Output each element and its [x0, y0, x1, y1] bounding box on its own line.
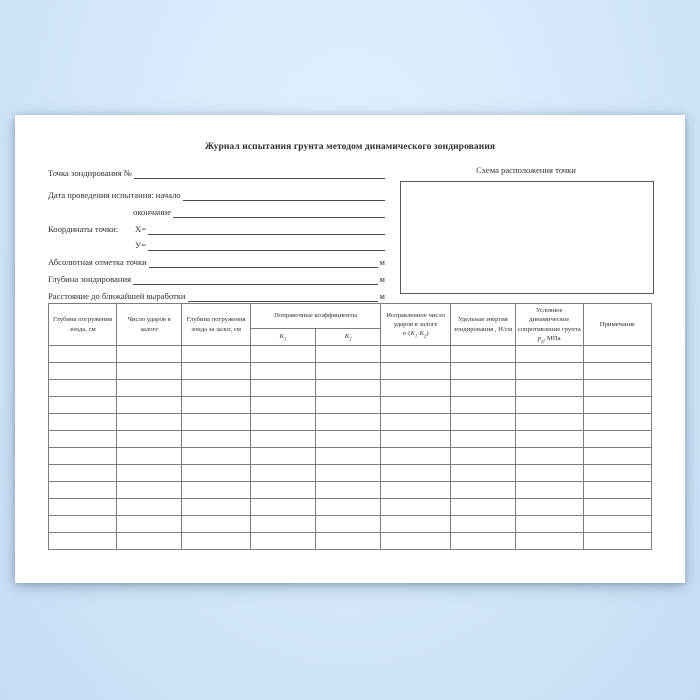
table-cell [316, 448, 381, 465]
table-row [49, 414, 652, 431]
table-cell [182, 397, 251, 414]
col-header-dynamic-resistance: Условное динамическое сопротивление грунта $p_д$, МПа [515, 304, 583, 346]
distance-working-label: Расстояние до ближайшей выработки [48, 291, 186, 301]
field-abs-mark [48, 255, 385, 268]
table-cell [316, 431, 381, 448]
table-cell [583, 465, 651, 482]
table-cell [316, 499, 381, 516]
table-cell [117, 414, 182, 431]
table-cell [381, 431, 451, 448]
table-cell [515, 414, 583, 431]
table-cell [381, 448, 451, 465]
scheme-title: Схема расположения точки [476, 165, 576, 175]
table-cell [451, 516, 516, 533]
table-cell [381, 499, 451, 516]
point-number-blank [134, 165, 385, 179]
table-cell [583, 346, 651, 363]
col-header-specific-energy: Удельная энергия зондирования , Н/см [451, 304, 516, 346]
table-cell [182, 465, 251, 482]
table-cell [515, 431, 583, 448]
table-cell [117, 431, 182, 448]
table-cell [182, 448, 251, 465]
table-cell [381, 465, 451, 482]
table-cell [451, 533, 516, 550]
table-cell [515, 465, 583, 482]
table-cell [250, 380, 315, 397]
point-number-label: Точка зондирования № [48, 168, 133, 178]
abs-mark-blank [149, 254, 378, 268]
page-title: Журнал испытания грунта методом динамического зондирования [204, 142, 496, 152]
table-cell [49, 414, 117, 431]
table-row [49, 431, 652, 448]
table-row [49, 397, 652, 414]
table-cell [49, 516, 117, 533]
col-header-depth-per-set: Глубина погружения зонда за залог, см [182, 304, 251, 346]
table-cell [515, 533, 583, 550]
field-point-number [48, 166, 385, 179]
coord-x-label: Х= [135, 224, 147, 234]
table-cell [250, 482, 315, 499]
table-cell [316, 380, 381, 397]
table-cell [381, 363, 451, 380]
table-cell [583, 448, 651, 465]
table-cell [250, 363, 315, 380]
table-cell [250, 346, 315, 363]
coords-label: Координаты точки: [48, 224, 119, 234]
table-cell [381, 414, 451, 431]
table-cell [381, 397, 451, 414]
table-cell [451, 414, 516, 431]
col-header-corrected-blows: Исправленное число ударов в залоге $n\cdot(К_1\cdot К_2)$ [381, 304, 451, 346]
date-start-label: Дата проведения испытания: начало [48, 190, 181, 200]
table-cell [182, 533, 251, 550]
table-cell [250, 465, 315, 482]
table-row [49, 448, 652, 465]
table-cell [515, 482, 583, 499]
table-cell [182, 414, 251, 431]
date-start-blank [183, 187, 385, 201]
field-coord-y [48, 238, 385, 251]
table-cell [182, 380, 251, 397]
table-cell [451, 380, 516, 397]
col-header-blow-count: Число ударов в залоге [117, 304, 182, 346]
table-row [49, 346, 652, 363]
table-row [49, 465, 652, 482]
table-cell [117, 516, 182, 533]
table-cell [117, 346, 182, 363]
table-cell [451, 499, 516, 516]
table-cell [250, 499, 315, 516]
table-row [49, 380, 652, 397]
table-cell [583, 482, 651, 499]
table-cell [381, 380, 451, 397]
table-cell [583, 533, 651, 550]
table-cell [583, 431, 651, 448]
field-sounding-depth [48, 272, 385, 285]
table-cell [182, 363, 251, 380]
table-row [49, 516, 652, 533]
table-cell [117, 482, 182, 499]
table-cell [583, 397, 651, 414]
sounding-depth-label: Глубина зондирования [48, 274, 132, 284]
table-cell [117, 533, 182, 550]
table-cell [451, 482, 516, 499]
table-cell [117, 499, 182, 516]
table-body [49, 346, 652, 550]
sounding-table [48, 303, 652, 550]
table-cell [583, 363, 651, 380]
table-cell [381, 516, 451, 533]
table-cell [451, 465, 516, 482]
table-cell [515, 397, 583, 414]
table-cell [583, 516, 651, 533]
table-cell [49, 397, 117, 414]
unit-m: м [379, 291, 385, 301]
abs-mark-label: Абсолютная отметка точки [48, 257, 147, 267]
col-header-k1: $К_1$ [250, 329, 315, 346]
table-row [49, 499, 652, 516]
table-cell [49, 448, 117, 465]
date-end-blank [173, 204, 385, 218]
table-cell [117, 465, 182, 482]
table-cell [117, 448, 182, 465]
table-row [49, 482, 652, 499]
table-cell [117, 380, 182, 397]
table-cell [250, 533, 315, 550]
table-cell [515, 516, 583, 533]
table-cell [515, 499, 583, 516]
table-row [49, 533, 652, 550]
table-cell [451, 397, 516, 414]
table-cell [250, 448, 315, 465]
table-cell [583, 414, 651, 431]
table-cell [49, 465, 117, 482]
date-end-label: окончание [133, 207, 172, 217]
unit-m: м [379, 257, 385, 267]
table-cell [316, 397, 381, 414]
table-cell [49, 363, 117, 380]
table-cell [182, 346, 251, 363]
table-cell [316, 533, 381, 550]
col-header-note: Примечание [583, 304, 651, 346]
table-cell [49, 482, 117, 499]
table-cell [316, 346, 381, 363]
field-date-end [48, 205, 385, 218]
field-distance-working [48, 289, 385, 302]
table-cell [381, 482, 451, 499]
table-cell [182, 499, 251, 516]
field-coord-x [48, 222, 385, 235]
table-cell [250, 397, 315, 414]
table-cell [515, 380, 583, 397]
table-cell [182, 431, 251, 448]
table-cell [49, 499, 117, 516]
table-cell [451, 431, 516, 448]
table-cell [316, 482, 381, 499]
table-cell [250, 516, 315, 533]
table-cell [250, 431, 315, 448]
table-row [49, 363, 652, 380]
coord-x-blank [148, 221, 385, 235]
table-cell [583, 380, 651, 397]
coord-y-blank [148, 237, 385, 251]
table-cell [381, 533, 451, 550]
table-cell [515, 363, 583, 380]
col-header-correction-coeffs: Поправочные коэффициенты [250, 304, 380, 329]
table-cell [49, 380, 117, 397]
col-header-probe-depth: Глубина погружения зонда, см [49, 304, 117, 346]
table-cell [515, 346, 583, 363]
table-cell [49, 431, 117, 448]
field-date-start [48, 188, 385, 201]
table-cell [49, 346, 117, 363]
table-cell [182, 482, 251, 499]
col-header-k2: $К_2$ [316, 329, 381, 346]
coord-y-label: У= [135, 240, 146, 250]
unit-m: м [379, 274, 385, 284]
table-cell [515, 448, 583, 465]
form-sheet [15, 115, 685, 583]
table-cell [316, 465, 381, 482]
table-cell [182, 516, 251, 533]
table-cell [117, 363, 182, 380]
scheme-box [400, 181, 654, 294]
table-cell [316, 414, 381, 431]
table-cell [49, 533, 117, 550]
table-cell [250, 414, 315, 431]
table-cell [451, 346, 516, 363]
table-cell [316, 516, 381, 533]
table-cell [451, 448, 516, 465]
sounding-depth-blank [133, 271, 378, 285]
table-cell [316, 363, 381, 380]
table-cell [451, 363, 516, 380]
distance-working-blank [188, 288, 378, 302]
table-cell [583, 499, 651, 516]
table-cell [117, 397, 182, 414]
table-cell [381, 346, 451, 363]
